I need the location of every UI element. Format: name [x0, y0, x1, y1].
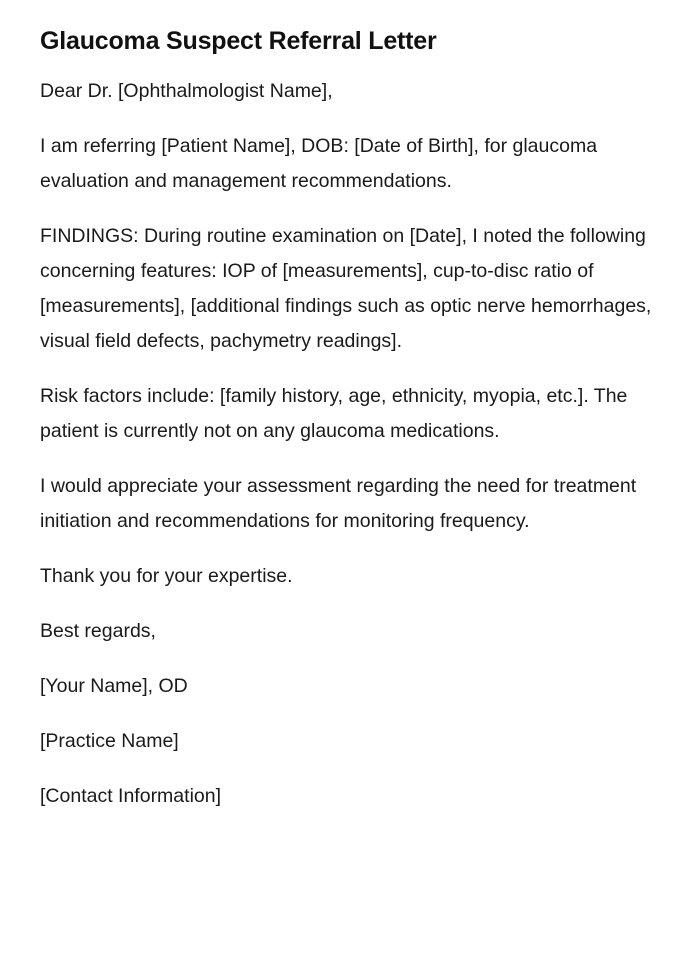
- signature-contact: [Contact Information]: [40, 785, 222, 807]
- paragraph-risk-factors: Risk factors include: [family history, age, ethnicity, myopia, etc.]. The patient is currently not on any glaucoma medications.: [40, 385, 628, 442]
- letter-salutation: Dear Dr. [Ophthalmologist Name],: [40, 80, 333, 102]
- letter-title: Glaucoma Suspect Referral Letter: [40, 27, 437, 55]
- paragraph-thanks: Thank you for your expertise.: [40, 565, 293, 587]
- letter-closing: Best regards,: [40, 620, 156, 642]
- paragraph-findings: FINDINGS: During routine examination on [Date], I noted the following concerning features: IOP of [measurements], cup-to-disc ratio of [measurements], [additional findings such as optic nerve hemorrhages, visual field defects, pachymetry readings].: [40, 225, 652, 352]
- signature-practice: [Practice Name]: [40, 730, 179, 752]
- paragraph-referral: I am referring [Patient Name], DOB: [Date of Birth], for glaucoma evaluation and management recommendations.: [40, 135, 598, 192]
- paragraph-request: I would appreciate your assessment regarding the need for treatment initiation and recommendations for monitoring frequency.: [40, 475, 637, 532]
- signature-name: [Your Name], OD: [40, 675, 188, 697]
